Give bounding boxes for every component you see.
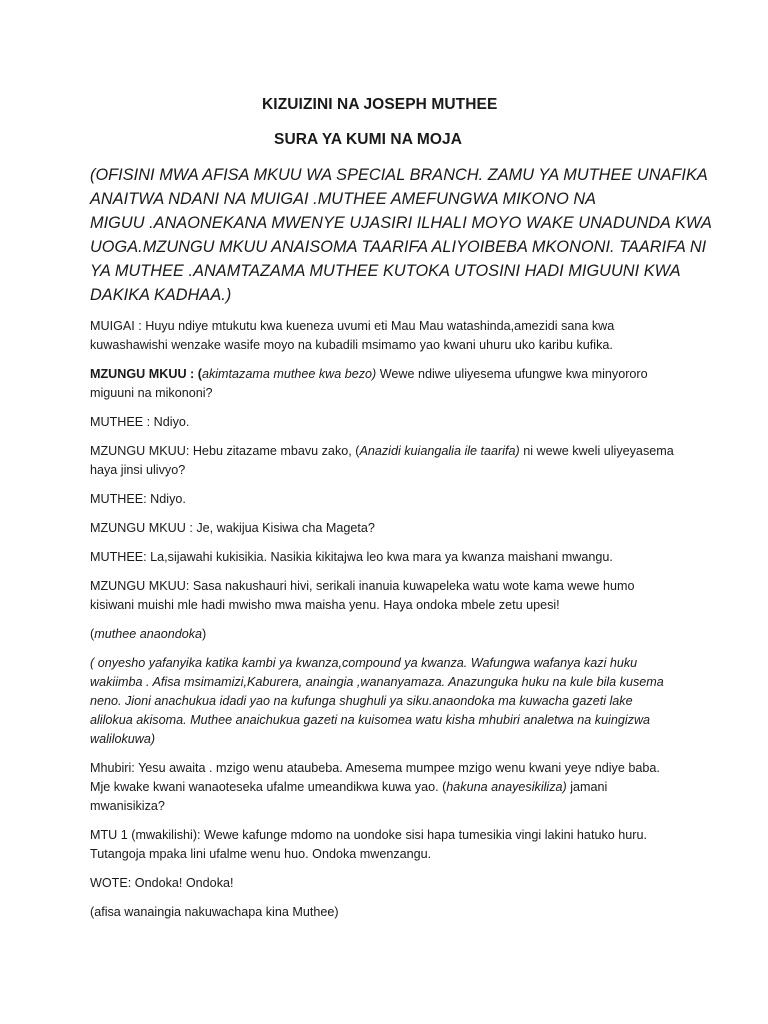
- dialogue-line: miguuni na mikononi?: [90, 386, 213, 400]
- dialogue-paragraph: [90, 317, 690, 355]
- speaker-label: MZUNGU MKUU : (: [90, 367, 202, 381]
- stage-direction-paragraph: [90, 625, 690, 644]
- stage-direction-paragraph: [90, 654, 690, 749]
- dialogue-text: Mje kwake kwani wanaoteseka ufalme umeandikwa kuwa yao. (: [90, 780, 447, 794]
- intro-line: UOGA.MZUNGU MKUU ANAISOMA TAARIFA ALIYOIBEBA MKONONI. TAARIFA NI: [90, 238, 707, 256]
- stage-direction: hakuna anayesikiliza): [446, 780, 567, 794]
- dialogue-line: kisiwani muishi mle hadi mwisho mwa maisha yenu. Haya ondoka mbele zetu upesi!: [90, 598, 560, 612]
- dialogue-text: ni wewe kweli uliyeyasema: [519, 444, 674, 458]
- stage-line: wakiimba . Afisa msimamizi,Kaburera, anaingia ,wananyamaza. Anazunguka huku na kule bila kusema: [90, 675, 664, 689]
- dialogue-line: mwanisikiza?: [90, 799, 165, 813]
- dialogue-line: MUIGAI : Huyu ndiye mtukutu kwa kueneza uvumi eti Mau Mau watashinda,amezidi sana kwa: [90, 319, 615, 333]
- dialogue-text: MZUNGU MKUU: Hebu zitazame mbavu zako, (: [90, 444, 360, 458]
- paren-open: (: [90, 627, 95, 641]
- stage-line: alilokua akisoma. Muthee anaichukua gazeti na kuisomea watu kisha mhubiri analetwa na kuingizwa: [90, 713, 651, 727]
- intro-line: MIGUU .ANAONEKANA MWENYE UJASIRI ILHALI MOYO WAKE UNADUNDA KWA: [90, 214, 712, 232]
- dialogue-line: Tutangoja mpaka lini ufalme wenu huo. Ondoka mwenzangu.: [90, 847, 432, 861]
- stage-direction: akimtazama muthee kwa bezo): [201, 367, 377, 381]
- dialogue-line: [90, 442, 690, 461]
- dialogue-paragraph: [90, 548, 690, 567]
- intro-line: DAKIKA KADHAA.): [90, 286, 232, 304]
- dialogue-paragraph: [90, 413, 690, 432]
- dialogue-body: [90, 317, 690, 932]
- dialogue-line: [90, 778, 690, 797]
- dialogue-line: Mhubiri: Yesu awaita . mzigo wenu ataubeba. Amesema mumpee mzigo wenu kwani yeye ndiye baba.: [90, 761, 660, 775]
- dialogue-line: (afisa wanaingia nakuwachapa kina Muthee): [90, 905, 339, 919]
- document-title: KIZUIZINI NA JOSEPH MUTHEE: [262, 96, 498, 113]
- dialogue-paragraph: [90, 519, 690, 538]
- dialogue-paragraph: [90, 442, 690, 480]
- stage-direction: Anazidi kuiangalia ile taarifa): [359, 444, 520, 458]
- dialogue-line: MTU 1 (mwakilishi): Wewe kafunge mdomo na uondoke sisi hapa tumesikia vingi lakini hatuko huru.: [90, 828, 647, 842]
- chapter-heading: SURA YA KUMI NA MOJA: [274, 131, 463, 148]
- dialogue-line: MUTHEE : Ndiyo.: [90, 415, 190, 429]
- dialogue-line: MZUNGU MKUU: Sasa nakushauri hivi, serikali inanuia kuwapeleka watu wote kama wewe humo: [90, 579, 635, 593]
- dialogue-paragraph: [90, 826, 690, 864]
- dialogue-paragraph: [90, 759, 690, 816]
- stage-line: neno. Jioni anachukua idadi yao na kufunga shughuli ya siku.anaondoka ma kuwacha gazeti lake: [90, 694, 633, 708]
- stage-direction-paragraph: [90, 903, 690, 922]
- dialogue-paragraph: [90, 874, 690, 893]
- stage-line: ( onyesho yafanyika katika kambi ya kwanza,compound ya kwanza. Wafungwa wafanya kazi huku: [90, 656, 638, 670]
- dialogue-line: MUTHEE: La,sijawahi kukisikia. Nasikia kikitajwa leo kwa mara ya kwanza maishani mwangu.: [90, 550, 613, 564]
- dialogue-line: kuwashawishi wenzake wasife moyo na kubadili msimamo yao kwani uhuru uko karibu kufika.: [90, 338, 613, 352]
- stage-line: walilokuwa): [90, 732, 156, 746]
- dialogue-line: MUTHEE: Ndiyo.: [90, 492, 186, 506]
- intro-line: ANAITWA NDANI NA MUIGAI .MUTHEE AMEFUNGWA MIKONO NA: [90, 190, 597, 208]
- dialogue-line: MZUNGU MKUU : Je, wakijua Kisiwa cha Mageta?: [90, 521, 375, 535]
- dialogue-paragraph: [90, 577, 690, 615]
- dialogue-line: [90, 625, 690, 644]
- paren-close: ): [202, 627, 207, 641]
- intro-line: (OFISINI MWA AFISA MKUU WA SPECIAL BRANCH. ZAMU YA MUTHEE UNAFIKA: [90, 166, 708, 184]
- dialogue-line: WOTE: Ondoka! Ondoka!: [90, 876, 234, 890]
- dialogue-text: Wewe ndiwe uliyesema ufungwe kwa minyororo: [376, 367, 648, 381]
- stage-direction: muthee anaondoka: [94, 627, 203, 641]
- dialogue-paragraph: [90, 490, 690, 509]
- dialogue-line: [90, 365, 690, 384]
- stage-directions-intro: [90, 163, 712, 307]
- dialogue-text: jamani: [566, 780, 608, 794]
- intro-line: YA MUTHEE .ANAMTAZAMA MUTHEE KUTOKA UTOSINI HADI MIGUUNI KWA: [90, 262, 681, 280]
- dialogue-paragraph: [90, 365, 690, 403]
- dialogue-line: haya jinsi ulivyo?: [90, 463, 186, 477]
